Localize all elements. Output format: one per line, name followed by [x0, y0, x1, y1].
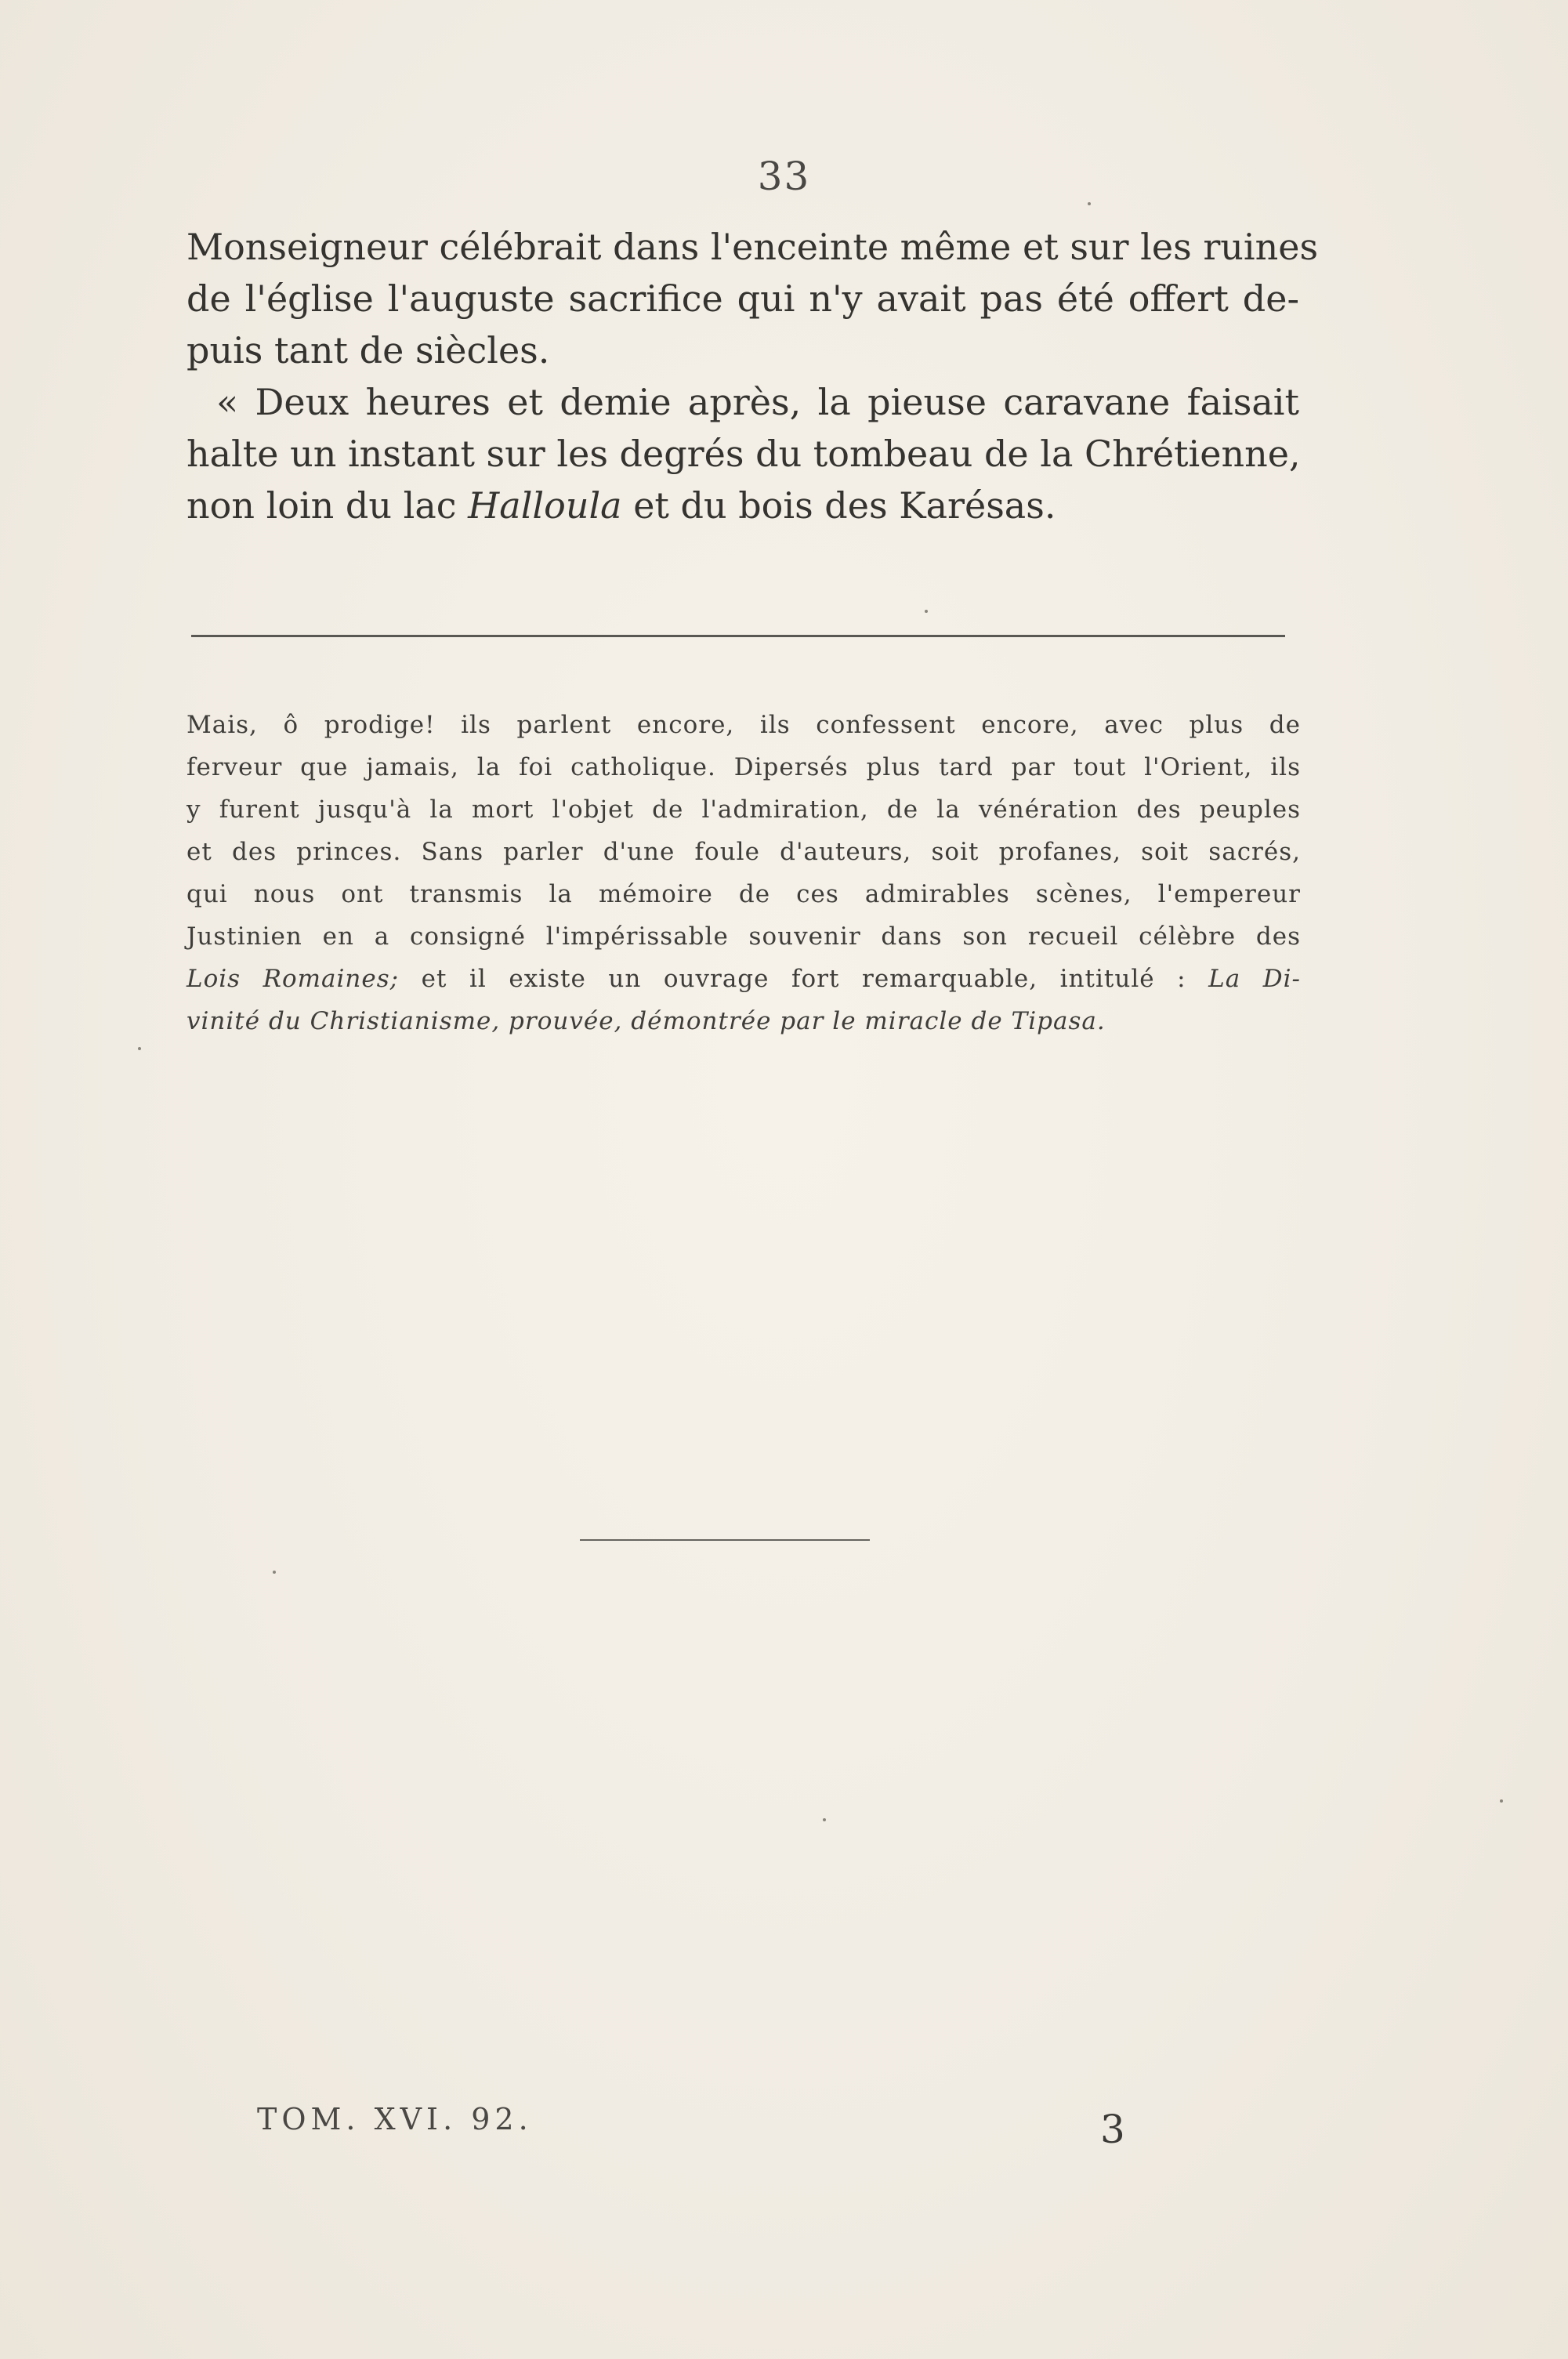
- footnote-separator-rule: [191, 635, 1285, 637]
- main-text-last-line: [186, 480, 1299, 531]
- footnote-line: [186, 958, 1301, 1000]
- end-separator-rule: [580, 1539, 870, 1541]
- footnote: [186, 704, 1301, 1042]
- main-text: [186, 221, 1319, 531]
- footnote-line: et des princes. Sans parler d'une foule d'auteurs, soit profanes, soit sacrés,: [186, 838, 1301, 866]
- lake-name-italic: Halloula: [468, 484, 622, 527]
- paper-speck: [1500, 1799, 1503, 1803]
- footnote-italic: Lois Romaines;: [186, 965, 400, 993]
- main-text-segment: et du bois des Karésas.: [621, 484, 1056, 527]
- signature-mark: TOM. XVI. 92.: [257, 2102, 533, 2136]
- paper-speck: [823, 1818, 826, 1821]
- main-text-line: Monseigneur célébrait dans l'enceinte même et sur les ruines: [186, 226, 1319, 268]
- main-text-line: de l'église l'auguste sacrifice qui n'y avait pas été offert de-: [186, 277, 1299, 320]
- footnote-italic: vinité du Christianisme, prouvée, démontrée par le miracle de Tipasa.: [186, 1007, 1106, 1035]
- paper-speck: [273, 1571, 276, 1574]
- paper-speck: [138, 1047, 141, 1050]
- main-text-segment: non loin du lac: [186, 484, 469, 527]
- footnote-line: Justinien en a consigné l'impérissable souvenir dans son recueil célèbre des: [186, 922, 1301, 951]
- footnote-segment: et il existe un ouvrage fort remarquable, intitulé :: [399, 965, 1209, 993]
- main-text-line: « Deux heures et demie après, la pieuse caravane faisait: [216, 381, 1299, 423]
- signature-number: 3: [1100, 2107, 1125, 2152]
- page-number: 33: [757, 154, 811, 199]
- footnote-line: ferveur que jamais, la foi catholique. Dipersés plus tard par tout l'Orient, ils: [186, 753, 1301, 781]
- footnote-line: qui nous ont transmis la mémoire de ces admirables scènes, l'empereur: [186, 880, 1301, 908]
- paper-speck: [1088, 202, 1091, 205]
- footnote-line: y furent jusqu'à la mort l'objet de l'admiration, de la vénération des peuples: [186, 795, 1301, 824]
- main-text-line: puis tant de siècles.: [186, 329, 550, 371]
- paper-speck: [925, 610, 928, 613]
- footnote-line: [186, 1000, 1301, 1042]
- footnote-italic: La Di-: [1208, 965, 1302, 993]
- footnote-line: Mais, ô prodige! ils parlent encore, ils confessent encore, avec plus de: [186, 711, 1301, 739]
- main-text-line: halte un instant sur les degrés du tombeau de la Chrétienne,: [186, 433, 1301, 475]
